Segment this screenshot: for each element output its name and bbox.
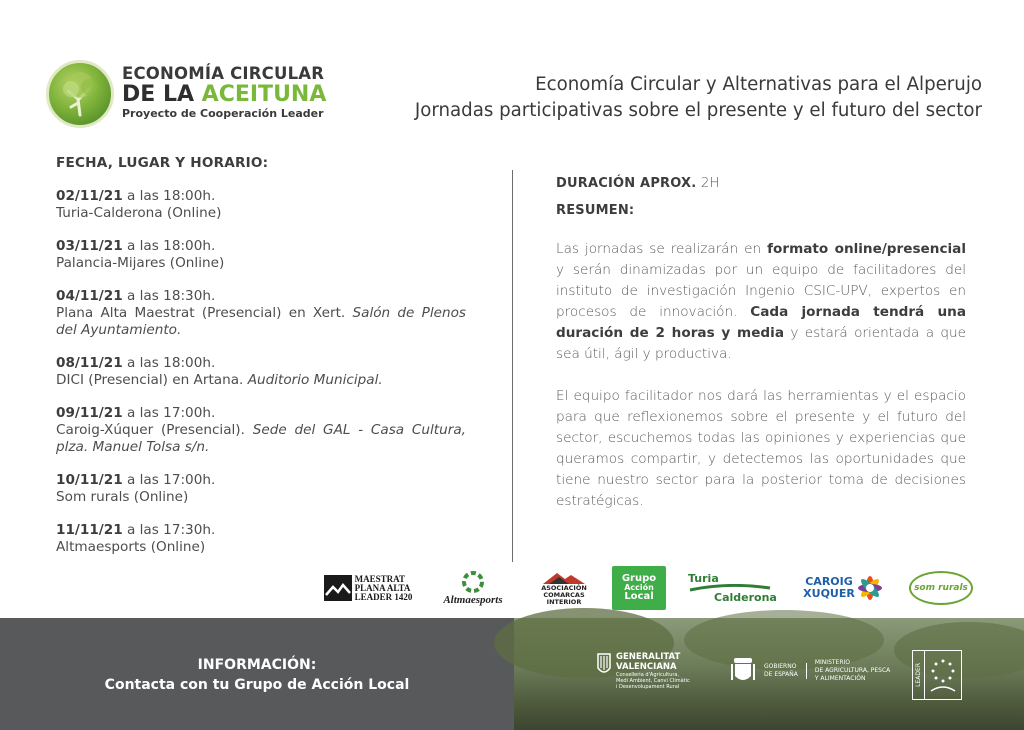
logo-line-1: ECONOMÍA CIRCULAR (122, 64, 325, 83)
schedule-heading: FECHA, LUGAR Y HORARIO: (56, 155, 269, 171)
schedule-list (56, 188, 466, 556)
maestrat-line-3: LEADER 1420 (354, 591, 413, 602)
title-line-2: Jornadas participativas sobre el presente y el futuro del sector (414, 100, 982, 121)
asociacion-line-2: COMARCAS (543, 590, 585, 599)
p1-e: y estará orientada a que sea útil, ágil y productiva. (556, 325, 966, 362)
schedule-date: 08/11/21 (56, 355, 123, 371)
schedule-item (56, 405, 466, 456)
schedule-place-line (56, 255, 466, 272)
p1-a: Las jornadas se realizarán en (556, 241, 768, 257)
schedule-place: Altmaesports (Online) (56, 539, 206, 555)
schedule-datetime (56, 188, 466, 205)
schedule-place-line (56, 489, 466, 506)
schedule-place: DICI (Presencial) en Artana. (56, 372, 248, 388)
somrurals-text: som rurals (909, 571, 973, 605)
schedule-place-line (56, 539, 466, 556)
schedule-item (56, 288, 466, 339)
gal-line-2: Acción (624, 583, 654, 592)
ministerio-line-3: Y ALIMENTACIÓN (814, 675, 866, 682)
summary-section (556, 173, 966, 512)
p1-b: formato online/presencial (767, 241, 966, 257)
leader-logo (912, 650, 962, 700)
maestrat-logo (322, 566, 414, 610)
schedule-venue: Sede del GAL - Casa Cultura, plza. Manuel Tolsa s/n. (56, 422, 466, 455)
schedule-section (56, 155, 466, 572)
footer-photo-panel (514, 618, 1024, 730)
generalitat-sub-2: Medi Ambient, Canvi Climàtic (616, 678, 690, 684)
schedule-item (56, 238, 466, 272)
p1-c: y serán dinamizadas por un equipo de facilitadores del instituto de investigación Ingenio CSIC-UPV, expertos en procesos de innovación. (556, 262, 966, 320)
caroig-line-2: XUQUER (803, 587, 855, 600)
schedule-date: 09/11/21 (56, 405, 123, 421)
summary-paragraph-2: El equipo facilitador nos dará las herramientas y el espacio para que reflexionemos sobre el presente y el futuro del sector, escuchemos todas las opiniones y experiencias que queramos compartir, y detectemos las oportunidades que tiene nuestro sector para la posterior toma de decisiones estratégicas. (556, 388, 966, 509)
schedule-date: 03/11/21 (56, 238, 123, 254)
maestrat-line-2: PLANA ALTA (354, 582, 411, 593)
schedule-time: a las 18:30h. (122, 288, 216, 304)
schedule-venue: Auditorio Municipal. (247, 372, 383, 388)
generalitat-sub-3: i Desenvolupament Rural (616, 684, 680, 690)
gobierno-line-2: DE ESPAÑA (764, 671, 798, 678)
leader-text: LEADER (914, 663, 922, 687)
schedule-datetime (56, 238, 466, 255)
schedule-time: a las 17:00h. (122, 472, 216, 488)
schedule-date: 11/11/21 (56, 522, 123, 538)
spain-coat-of-arms-icon (730, 656, 756, 686)
asociacion-logo (536, 566, 592, 610)
schedule-datetime (56, 405, 466, 422)
som-rurals-logo (906, 566, 976, 610)
maestrat-mark-icon (324, 575, 352, 601)
schedule-datetime (56, 522, 466, 539)
gal-line-1: Grupo (621, 573, 657, 584)
asociacion-line-1: ASOCIACIÓN (541, 583, 587, 592)
schedule-time: a las 18:00h. (122, 355, 216, 371)
schedule-time: a las 18:00h. (122, 238, 216, 254)
schedule-time: a las 17:00h. (122, 405, 216, 421)
schedule-time: a las 17:30h. (122, 522, 216, 538)
generalitat-sub-1: Conselleria d'Agricultura, (616, 672, 680, 678)
duration-row (556, 173, 966, 194)
schedule-place-line (56, 305, 466, 339)
schedule-item (56, 188, 466, 222)
page-title (415, 72, 982, 124)
generalitat-line-2: VALENCIANA (616, 662, 677, 672)
schedule-datetime (56, 355, 466, 372)
turia-line-1: Turia (688, 572, 719, 585)
gobierno-logo (730, 656, 890, 686)
info-block (0, 655, 514, 695)
turia-line-2: Calderona (714, 591, 777, 604)
duration-value: 2H (696, 175, 720, 191)
schedule-item (56, 522, 466, 556)
altmaesports-logo (432, 566, 514, 610)
generalitat-logo (596, 652, 690, 690)
info-text: Contacta con tu Grupo de Acción Local (104, 677, 410, 693)
schedule-place: Caroig-Xúquer (Presencial). (56, 422, 253, 438)
asociacion-line-3: INTERIOR (546, 597, 582, 606)
grupo-accion-local-logo (612, 566, 666, 610)
schedule-date: 10/11/21 (56, 472, 123, 488)
turia-calderona-logo (688, 566, 778, 610)
schedule-place-line (56, 205, 466, 222)
gal-line-3: Local (624, 591, 654, 602)
schedule-place: Turia-Calderona (Online) (56, 205, 222, 221)
schedule-datetime (56, 472, 466, 489)
p1-d: Cada jornada tendrá una duración de 2 horas y media (556, 304, 966, 341)
duration-label: DURACIÓN APROX. (556, 176, 697, 191)
caroig-xuquer-logo (792, 566, 896, 610)
caroig-line-1: CAROIG (805, 575, 853, 588)
ministerio-line-2: DE AGRICULTURA, PESCA (814, 667, 891, 674)
summary-paragraph-1 (556, 239, 966, 365)
schedule-date: 02/11/21 (56, 188, 123, 204)
generalitat-line-1: GENERALITAT (616, 652, 681, 662)
gobierno-line-1: GOBIERNO (764, 663, 797, 670)
project-logo-icon (46, 60, 114, 128)
column-divider (512, 170, 513, 562)
schedule-time: a las 18:00h. (122, 188, 216, 204)
maestrat-line-1: MAESTRAT (354, 573, 405, 584)
title-line-1: Economía Circular y Alternativas para el Alperujo (535, 74, 982, 95)
asociacion-mountain-icon (541, 571, 587, 585)
logo-line-2a: DE LA (122, 81, 194, 107)
schedule-place: Som rurals (Online) (56, 489, 189, 505)
generalitat-shield-icon (596, 652, 612, 678)
schedule-place: Palancia-Mijares (Online) (56, 255, 225, 271)
schedule-venue: Salón de Plenos del Ayuntamiento. (56, 305, 466, 338)
schedule-date: 04/11/21 (56, 288, 123, 304)
summary-heading: RESUMEN: (556, 203, 635, 218)
info-heading: INFORMACIÓN: (197, 657, 317, 673)
schedule-place-line (56, 372, 466, 389)
altmaesports-text: Altmaesports (443, 593, 503, 606)
schedule-item (56, 355, 466, 389)
logo-line-3: Proyecto de Cooperación Leader (122, 106, 324, 120)
logo-line-2 (122, 81, 327, 107)
schedule-item (56, 472, 466, 506)
schedule-place-line (56, 422, 466, 456)
schedule-datetime (56, 288, 466, 305)
caroig-flower-icon (855, 573, 885, 603)
ministerio-line-1: MINISTERIO (814, 659, 850, 666)
project-logo-text (122, 66, 326, 119)
logo-line-2b: ACEITUNA (201, 81, 327, 107)
altmaesports-mark-icon (460, 571, 486, 593)
eu-leader-star-icon (925, 651, 961, 697)
schedule-place: Plana Alta Maestrat (Presencial) en Xert. (56, 305, 353, 321)
